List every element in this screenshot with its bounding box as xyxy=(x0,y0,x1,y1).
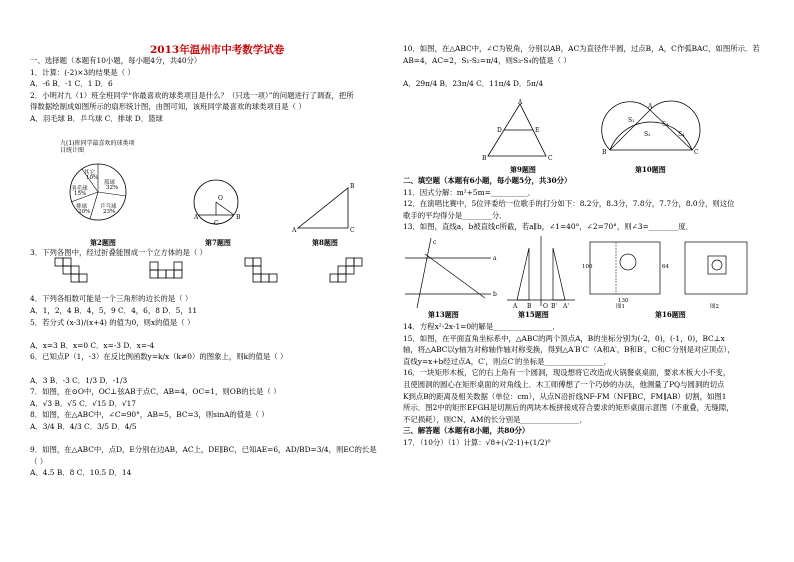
text-line: A．羽毛球 B．乒乓球 C．排球 D．篮球 xyxy=(30,113,163,123)
svg-text:A: A xyxy=(194,214,199,221)
pie-label: 10% xyxy=(86,175,99,181)
pie-label: 羽毛球 xyxy=(71,186,88,192)
text-line: 5．若分式 (x-3)/(x+4) 的值为0，则x的值是（ ） xyxy=(30,317,195,327)
text-line: A．√3 B．√5 C．√15 D．√17 xyxy=(30,398,137,408)
right-column xyxy=(403,44,768,90)
svg-text:S₁: S₁ xyxy=(628,117,635,124)
svg-text:B: B xyxy=(482,155,487,162)
figure-caption: 第9题图 xyxy=(510,165,536,174)
text-line xyxy=(30,329,395,341)
text-line xyxy=(30,364,395,376)
text-line: 不记损耗），则CN，AM的长分别是________________． xyxy=(403,414,587,424)
svg-text:B: B xyxy=(236,214,241,221)
text-line: 8．如图，在△ABC中，∠C=90°，AB=5，BC=3，则sinA的值是（ ） xyxy=(30,410,269,420)
pie-label: 32% xyxy=(106,185,119,191)
text-line: 12．在演唱比赛中，5位评委给一位歌手的打分如下：8.2分，8.3分，7.8分，7.7分，8.0分，则这位 xyxy=(403,199,735,209)
svg-text:A: A xyxy=(513,303,518,310)
figure-caption: 第7题图 xyxy=(205,238,231,247)
svg-text:C: C xyxy=(548,155,553,162)
text-line: 16．一块矩形木板，它的右上角有一个圆洞，现设想将它改造成火锅餐桌桌面，要求木板大小不变， xyxy=(403,368,731,378)
svg-text:E: E xyxy=(535,127,540,134)
figure-caption: 第2题图 xyxy=(90,238,116,247)
pie-label: 20% xyxy=(78,209,91,215)
figure-caption: 第13题图 xyxy=(428,310,459,319)
text-line: 14．方程x²-2x-1=0的解是________________． xyxy=(403,322,560,331)
section-heading: 三、解答题（本题有8小题，共80分） xyxy=(403,426,530,436)
figure-7-circle xyxy=(178,178,258,238)
svg-text:O: O xyxy=(218,195,223,202)
svg-text:a: a xyxy=(493,255,497,262)
svg-text:A: A xyxy=(518,99,523,106)
pie-label: 23% xyxy=(103,209,116,215)
svg-text:A': A' xyxy=(563,303,569,310)
pie-label: 排球 xyxy=(76,204,88,210)
text-line: 4．下列各组数可能是一个三角形的边长的是（ ） xyxy=(30,294,193,304)
text-line: A．-6 B．-1 C．1 D．6 xyxy=(30,79,113,89)
pie-title: 九(1)班同学最喜欢的球类项目统计图 xyxy=(60,140,135,154)
text-line: A．4.5 B．8 C．10.5 D．14 xyxy=(30,468,132,478)
svg-text:C: C xyxy=(694,149,699,156)
svg-text:B: B xyxy=(602,149,607,156)
svg-text:A: A xyxy=(292,227,297,234)
text-line: 15．如图，在平面直角坐标系中，△ABC的两个顶点A，B的坐标分别为(-2，0)，(-1，0)，BC⊥x xyxy=(403,333,725,343)
svg-text:S₃: S₃ xyxy=(662,121,669,128)
figure-10-semicircles xyxy=(600,100,700,162)
pie-label: 篮球 xyxy=(104,180,116,186)
svg-text:A: A xyxy=(648,103,653,110)
text-line: 歌手的平均得分是________分． xyxy=(403,210,507,220)
right-column-lower xyxy=(403,322,768,450)
text-line: 1．计算：(-2)×3的结果是（ ） xyxy=(30,67,135,77)
svg-text:c: c xyxy=(433,239,437,246)
pie-label: 乒乓球 xyxy=(100,204,117,210)
svg-text:B: B xyxy=(350,183,355,190)
section-heading: 二、填空题（本题有6小题，每小题5分，共30分） xyxy=(403,176,572,185)
text-line: A．3/4 B．4/3 C．3/5 D．4/5 xyxy=(30,421,137,431)
right-column-middle xyxy=(403,176,768,234)
figure-16-boards xyxy=(580,234,760,310)
svg-text:B': B' xyxy=(551,303,558,310)
figure-caption: 第16题图 xyxy=(655,310,686,319)
text-line: 一、选择题（本题有10小题，每小题4分，共40分） xyxy=(30,56,202,65)
text-line: 且使圆洞的圆心在矩形桌面的对角线上．木工师傅想了一个巧妙的办法，他测量了PQ与圆洞的切点 xyxy=(403,379,725,389)
svg-text:130: 130 xyxy=(618,298,629,304)
text-line: 6．已知点P（1，-3）在反比例函数y=k/x（k≠0）的图象上，则k的值是（ ） xyxy=(30,352,288,362)
text-line: AB=4，AC=2，S₁-S₂=π/4，则S₃-S₄的值是（ ） xyxy=(403,55,571,65)
svg-text:C: C xyxy=(214,220,219,227)
text-line: 10．如图，在△ABC中，∠C为锐角，分别以AB，AC为直径作半圆，过点B，A，C作弧BAC，如图所示．若 xyxy=(403,44,760,53)
text-line: A．3 B．-3 C．1/3 D．-1/3 xyxy=(30,375,128,385)
text-line: 7．如图，在⊙O中，OC⊥弦AB于点C，AB=4，OC=1，则OB的长是（ ） xyxy=(30,387,281,397)
pie-label: 15% xyxy=(74,191,87,197)
text-line xyxy=(30,434,395,446)
text-line xyxy=(403,67,768,79)
text-line: 3．下列各图中，经过折叠能围成一个立方体的是（ ） xyxy=(30,248,208,257)
svg-text:b: b xyxy=(493,291,497,298)
svg-text:100: 100 xyxy=(582,264,593,270)
figure-3-cube-nets xyxy=(55,258,375,292)
exam-title: 2013年温州市中考数学试卷 xyxy=(150,44,285,56)
figure-2-pie xyxy=(40,130,170,240)
text-line: 直线y=x+b经过点A，C′，则点C′的坐标是________________． xyxy=(403,356,612,366)
left-column xyxy=(30,56,395,126)
svg-text:64: 64 xyxy=(662,264,669,270)
text-line: 17．（10分）（1）计算：√8+(√2-1)+(1/2)⁰ xyxy=(403,437,551,447)
text-line: 2．小明对九（1）班全班同学“你最喜欢的球类项目是什么？（只选一项）”的问题进行了调查，把所 xyxy=(30,90,354,100)
svg-text:S₄: S₄ xyxy=(678,131,685,138)
text-line: 9．如图，在△ABC中，点D，E分别在边AB，AC上，DE∥BC，已知AE=6，AD/BD=3/4，则EC的长是 xyxy=(30,445,377,455)
text-line: A．29π/4 B．23π/4 C．11π/4 D．5π/4 xyxy=(403,78,544,88)
svg-text:图2: 图2 xyxy=(710,304,719,310)
text-line: 得数据绘制成如图所示的扇形统计图，由图可知，该班同学最喜欢的球类项目是（ ） xyxy=(30,102,306,112)
svg-text:C: C xyxy=(350,227,355,234)
figure-caption: 第8题图 xyxy=(312,238,338,247)
svg-text:D: D xyxy=(497,127,502,134)
text-line: 轴，将△ABC以y轴为对称轴作轴对称变换，得到△A′B′C′（A和A′，B和B′，C和C′分别是对应顶点）， xyxy=(403,345,735,355)
svg-text:S₂: S₂ xyxy=(644,131,651,138)
figure-8-triangle xyxy=(290,180,360,235)
svg-text:O: O xyxy=(543,303,548,310)
text-line: （ ） xyxy=(30,456,48,466)
text-line: K到点B的距离及相关数据（单位：cm），从点N沿折线NF-FM（NF∥BC，FM∥AB）切割，如图1 xyxy=(403,391,727,401)
svg-text:图1: 图1 xyxy=(616,304,625,310)
figure-caption: 第15题图 xyxy=(518,310,549,319)
figure-13-lines xyxy=(405,234,495,310)
text-line: 11．因式分解：m²+5m=__________． xyxy=(403,187,536,197)
pie-label: 其它 xyxy=(84,170,96,176)
figure-caption: 第10题图 xyxy=(635,165,666,174)
text-line: A．x=3 B．x=0 C．x=-3 D．x=-4 xyxy=(30,340,155,350)
text-line: 所示．图2中的矩形EFGH是切割后的两块木板拼接成符合要求的矩形桌面示意图（不重叠，无缝隙， xyxy=(403,403,734,413)
figure-9-triangle xyxy=(480,100,560,162)
svg-text:B: B xyxy=(527,303,532,310)
text-line: A．1，2，4 B．4，5，9 C．4，6，8 D．5，11 xyxy=(30,305,198,315)
text-line: 13．如图，直线a，b被直线c所截，若a∥b，∠1=40°，∠2=70°，则∠3=________度． xyxy=(403,222,694,232)
figure-15-triangles xyxy=(505,234,577,310)
